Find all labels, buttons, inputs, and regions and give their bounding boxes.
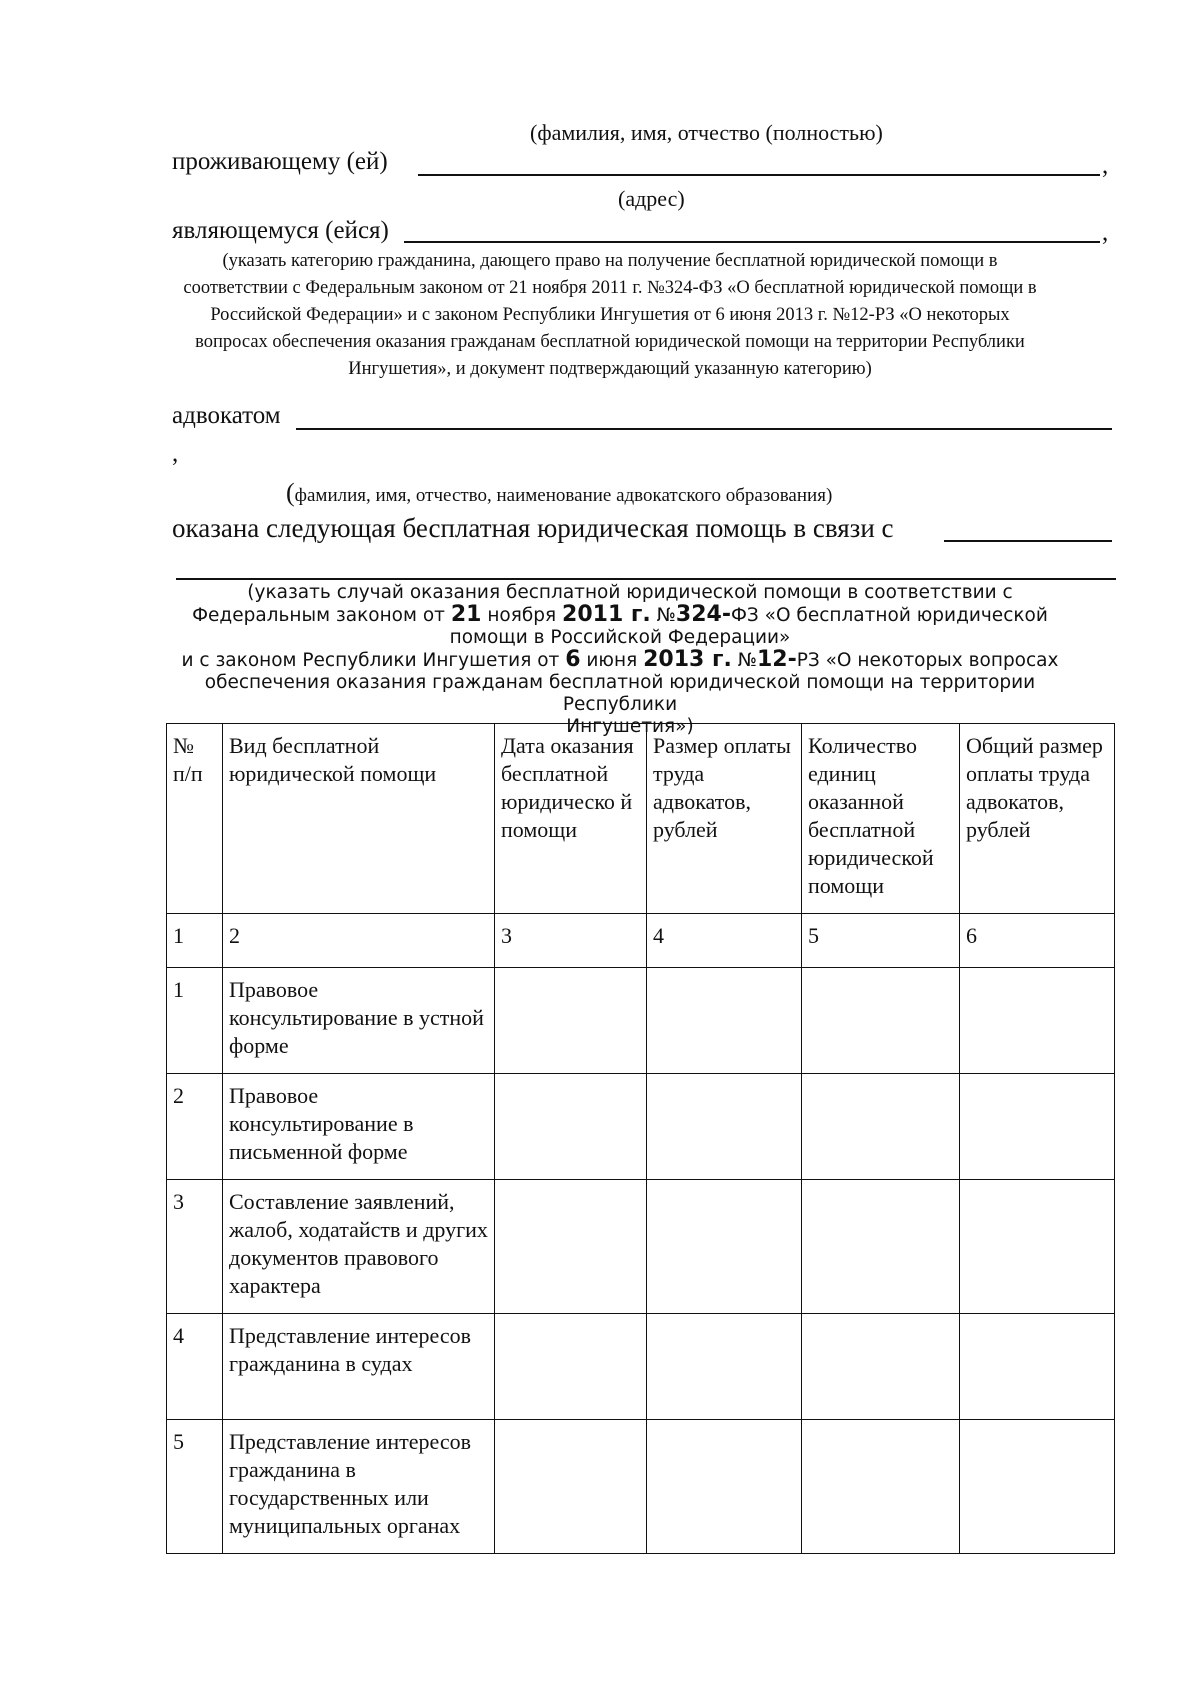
row-total-cell[interactable] [960, 1314, 1115, 1420]
row-rate-cell[interactable] [647, 968, 802, 1074]
row-date-cell[interactable] [495, 1420, 647, 1554]
row-date-cell[interactable] [495, 968, 647, 1074]
table-row [167, 1074, 1115, 1180]
table-row [167, 968, 1115, 1074]
residing-label: проживающему (ей) [172, 148, 388, 175]
table-row [167, 1180, 1115, 1314]
row-total-cell[interactable] [960, 1180, 1115, 1314]
row-total-cell[interactable] [960, 1420, 1115, 1554]
numbering-cell: 1 [167, 914, 223, 968]
header-total: Общий размер оплаты труда адвокатов, рублей [960, 724, 1115, 914]
row-aid-type: Правовое консультирование в письменной форме [223, 1074, 495, 1180]
row-aid-type: Правовое консультирование в устной форме [223, 968, 495, 1074]
row-aid-type: Представление интересов гражданина в государственных или муниципальных органах [223, 1420, 495, 1554]
row-number: 4 [167, 1314, 223, 1420]
case-note-line: Ингушетия») [566, 716, 694, 737]
row-date-cell[interactable] [495, 1074, 647, 1180]
header-rate: Размер оплаты труда адвокатов, рублей [647, 724, 802, 914]
provided-label: оказана следующая бесплатная юридическая помощь в связи с [172, 513, 894, 543]
address-caption: (адрес) [618, 186, 685, 211]
category-note-line: Ингушетия», и документ подтверждающий указанную категорию) [348, 359, 872, 379]
row-number: 2 [167, 1074, 223, 1180]
row-rate-cell[interactable] [647, 1180, 802, 1314]
row-rate-cell[interactable] [647, 1314, 802, 1420]
row-units-cell[interactable] [802, 968, 960, 1074]
table-row [167, 1420, 1115, 1554]
row-number: 3 [167, 1180, 223, 1314]
row-units-cell[interactable] [802, 1314, 960, 1420]
row-total-cell[interactable] [960, 968, 1115, 1074]
case-note-line: Федеральным законом от 21 ноября 2011 г. №324-ФЗ «О бесплатной юридической [192, 602, 1048, 627]
lawyer-label: адвокатом [172, 402, 281, 429]
case-note-line: и с законом Республики Ингушетия от 6 июня 2013 г. №12-РЗ «О некоторых вопросах [181, 647, 1059, 672]
header-aid-type: Вид бесплатной юридической помощи [223, 724, 495, 914]
numbering-cell: 4 [647, 914, 802, 968]
provided-field-continued[interactable] [176, 578, 1116, 580]
row-number: 5 [167, 1420, 223, 1554]
category-note-line: Российской Федерации» и с законом Республики Ингушетия от 6 июня 2013 г. №12-РЗ «О некоторых [210, 305, 1010, 325]
lawyer-caption-text: фамилия, имя, отчество, наименование адвокатского образования) [294, 485, 833, 506]
legal-aid-table [166, 723, 1115, 1554]
category-note [150, 248, 1070, 383]
row-units-cell[interactable] [802, 1074, 960, 1180]
row-date-cell[interactable] [495, 1180, 647, 1314]
numbering-cell: 2 [223, 914, 495, 968]
row-number: 1 [167, 968, 223, 1074]
row-units-cell[interactable] [802, 1180, 960, 1314]
row-aid-type: Представление интересов гражданина в судах [223, 1314, 495, 1420]
residing-field[interactable] [418, 174, 1100, 176]
category-note-line: (указать категорию гражданина, дающего право на получение бесплатной юридической помощи в [222, 251, 998, 271]
table-row [167, 1314, 1115, 1420]
lawyer-caption-paren: ( [286, 478, 295, 507]
case-note-line: обеспечения оказания гражданам бесплатной юридической помощи на территории Республики [204, 672, 1036, 715]
row-rate-cell[interactable] [647, 1420, 802, 1554]
numbering-cell: 5 [802, 914, 960, 968]
table-header-row [167, 724, 1115, 914]
row-aid-type: Составление заявлений, жалоб, ходатайств и других документов правового характера [223, 1180, 495, 1314]
fio-caption: (фамилия, имя, отчество (полностью) [530, 120, 883, 145]
table-numbering-row [167, 914, 1115, 968]
lawyer-field[interactable] [296, 428, 1112, 430]
row-rate-cell[interactable] [647, 1074, 802, 1180]
numbering-cell: 6 [960, 914, 1115, 968]
header-number: № п/п [167, 724, 223, 914]
category-note-line: вопросах обеспечения оказания гражданам бесплатной юридической помощи на территории Республики [195, 332, 1025, 352]
residing-comma: , [1102, 152, 1109, 179]
case-note-line: помощи в Российской Федерации» [449, 627, 791, 648]
lawyer-caption [286, 478, 832, 508]
being-label: являющемуся (ейся) [172, 217, 389, 244]
category-note-line: соответствии с Федеральным законом от 21 ноября 2011 г. №324-ФЗ «О бесплатной юридической помощи в [183, 278, 1037, 298]
provided-field[interactable] [944, 540, 1112, 542]
being-field[interactable] [404, 241, 1100, 243]
row-total-cell[interactable] [960, 1074, 1115, 1180]
case-note [150, 582, 1090, 738]
row-units-cell[interactable] [802, 1420, 960, 1554]
header-units: Количество единиц оказанной бесплатной юридической помощи [802, 724, 960, 914]
case-note-line: (указать случай оказания бесплатной юридической помощи в соответствии с [247, 582, 1013, 603]
header-date: Дата оказания бесплатной юридическо й помощи [495, 724, 647, 914]
lawyer-comma: , [172, 440, 179, 467]
row-date-cell[interactable] [495, 1314, 647, 1420]
numbering-cell: 3 [495, 914, 647, 968]
being-comma: , [1102, 219, 1109, 246]
